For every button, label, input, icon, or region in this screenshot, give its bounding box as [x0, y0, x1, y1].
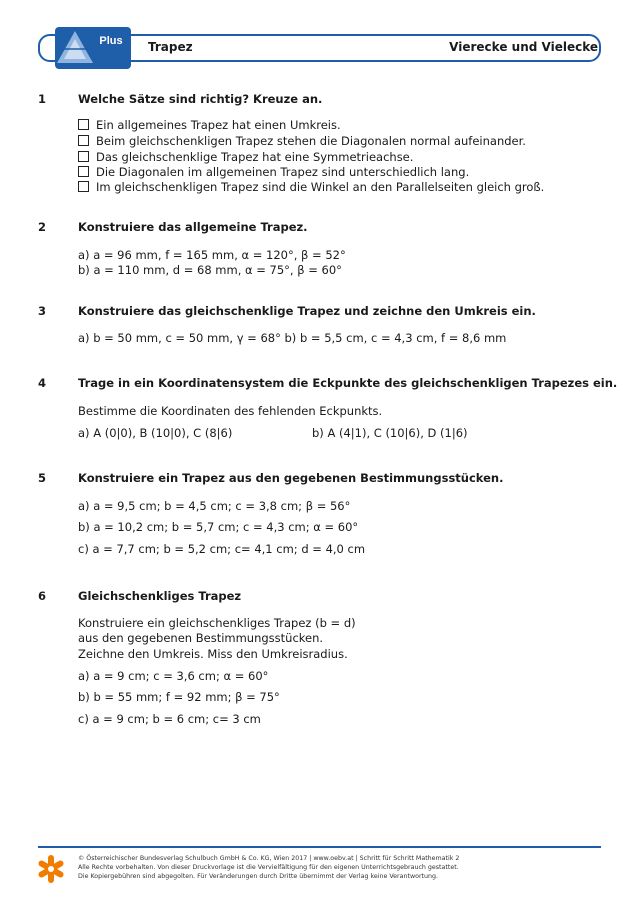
q2-part-b: b) a = 110 mm, d = 68 mm, α = 75°, β = 60°: [78, 263, 342, 277]
q5-number: 5: [38, 471, 47, 485]
q5-part-c: c) a = 7,7 cm; b = 5,2 cm; c= 4,1 cm; d = 4,0 cm: [78, 542, 366, 556]
q6-part-a: a) a = 9 cm; c = 3,6 cm; α = 60°: [78, 669, 269, 683]
q3-heading: Konstruiere das gleichschenklige Trapez und zeichne den Umkreis ein.: [78, 304, 536, 318]
page-title: Trapez: [148, 40, 193, 54]
q1-number: 1: [38, 92, 47, 106]
q6-heading: Gleichschenkliges Trapez: [78, 589, 242, 603]
checkbox[interactable]: [78, 151, 89, 162]
q4-part-a: a) A (0|0), B (10|0), C (8|6): [78, 426, 233, 440]
plus-logo: [55, 27, 131, 69]
q2-number: 2: [38, 220, 47, 234]
q1-item: Beim gleichschenkligen Trapez stehen die Diagonalen normal aufeinander.: [78, 134, 526, 148]
q2-part-a: a) a = 96 mm, f = 165 mm, α = 120°, β = 52°: [78, 248, 346, 262]
chapter-title: Vierecke und Vielecke: [449, 40, 598, 54]
q6-part-c: c) a = 9 cm; b = 6 cm; c= 3 cm: [78, 712, 261, 726]
footer-disclaimer: Die Kopiergebühren sind abgegolten. Für Veränderungen durch Dritte übernimmt der Verlag keine Verantwortung.: [78, 873, 438, 880]
q2-heading: Konstruiere das allgemeine Trapez.: [78, 220, 308, 234]
checkbox[interactable]: [78, 166, 89, 177]
footer-rule: [38, 846, 601, 848]
checkbox[interactable]: [78, 119, 89, 130]
q5-heading: Konstruiere ein Trapez aus den gegebenen Bestimmungsstücken.: [78, 471, 504, 485]
q5-part-a: a) a = 9,5 cm; b = 4,5 cm; c = 3,8 cm; β = 56°: [78, 499, 351, 513]
q4-number: 4: [38, 376, 47, 390]
q1-item: Das gleichschenklige Trapez hat eine Symmetrieachse.: [78, 150, 413, 164]
q4-part-b: b) A (4|1), C (10|6), D (1|6): [312, 426, 468, 440]
q5-part-b: b) a = 10,2 cm; b = 5,7 cm; c = 4,3 cm; α = 60°: [78, 520, 359, 534]
publisher-star-icon: [36, 854, 66, 884]
q4-subtext: Bestimme die Koordinaten des fehlenden Eckpunkts.: [78, 404, 383, 418]
q6-text-2: aus den gegebenen Bestimmungsstücken.: [78, 631, 324, 645]
q3-parts: a) b = 50 mm, c = 50 mm, γ = 68° b) b = 5,5 cm, c = 4,3 cm, f = 8,6 mm: [78, 331, 507, 345]
footer-rights: Alle Rechte vorbehalten. Von dieser Druckvorlage ist die Vervielfältigung für den eigenen Unterrichtsgebrauch gestattet.: [78, 864, 459, 871]
q6-number: 6: [38, 589, 47, 603]
logo-text: Plus: [99, 35, 123, 47]
q6-text-1: Konstruiere ein gleichschenkliges Trapez (b = d): [78, 616, 356, 630]
checkbox[interactable]: [78, 181, 89, 192]
q4-heading: Trage in ein Koordinatensystem die Eckpunkte des gleichschenkligen Trapezes ein.: [78, 376, 618, 390]
checkbox[interactable]: [78, 135, 89, 146]
q1-heading: Welche Sätze sind richtig? Kreuze an.: [78, 92, 323, 106]
q3-number: 3: [38, 304, 47, 318]
q6-part-b: b) b = 55 mm; f = 92 mm; β = 75°: [78, 690, 280, 704]
q1-item: Die Diagonalen im allgemeinen Trapez sind unterschiedlich lang.: [78, 165, 469, 179]
q1-item: Im gleichschenkligen Trapez sind die Winkel an den Parallelseiten gleich groß.: [78, 180, 544, 194]
q6-text-3: Zeichne den Umkreis. Miss den Umkreisradius.: [78, 647, 348, 661]
q1-item: Ein allgemeines Trapez hat einen Umkreis.: [78, 118, 341, 132]
footer-copyright: © Österreichischer Bundesverlag Schulbuch GmbH & Co. KG, Wien 2017 | www.oebv.at | Schritt für Schritt Mathematik 2: [78, 855, 460, 862]
